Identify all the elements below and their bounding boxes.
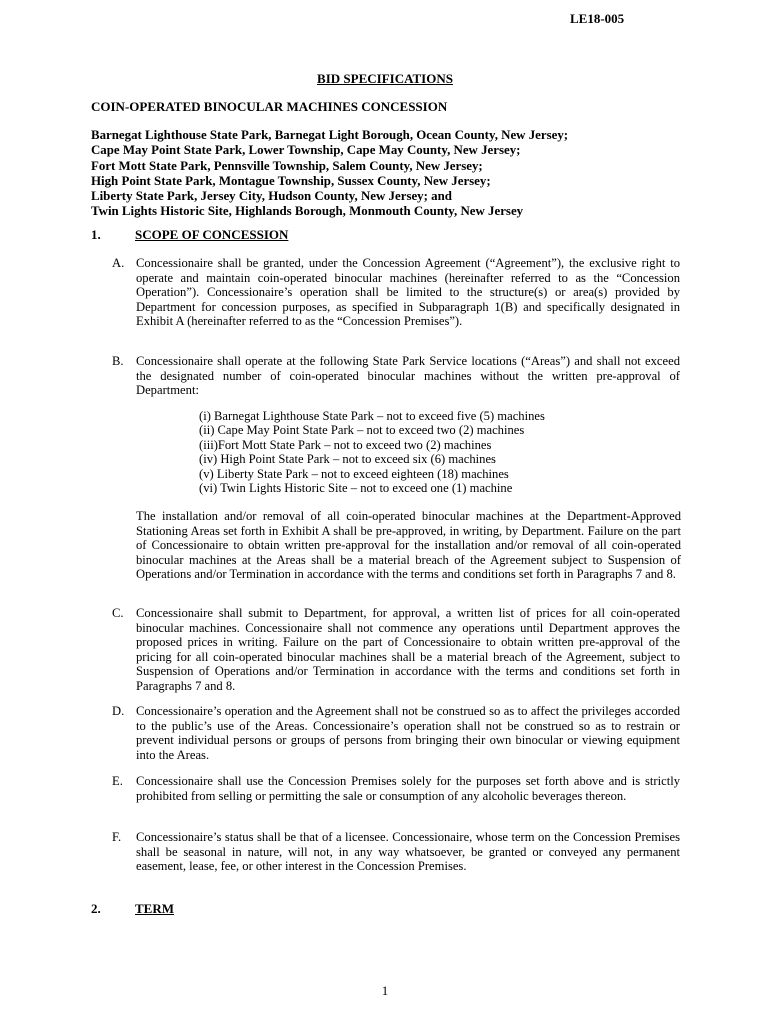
paragraph-letter: F. [112, 830, 122, 844]
location-line: Fort Mott State Park, Pennsville Township, Salem County, New Jersey; [91, 158, 483, 173]
document-id: LE18-005 [570, 11, 625, 26]
paragraph-letter: C. [112, 606, 124, 620]
section-number: 1. [91, 227, 101, 242]
section-title: TERM [135, 901, 174, 916]
list-item: (v) Liberty State Park – not to exceed eighteen (18) machines [199, 466, 509, 481]
section-number: 2. [91, 901, 101, 916]
document-subtitle: COIN-OPERATED BINOCULAR MACHINES CONCESSION [91, 99, 448, 114]
paragraph-text: Concessionaire shall operate at the following State Park Service locations (“Areas”) and shall not exceed the designated number of coin-operated binocular machines without the written pre-approval of Department: [136, 354, 680, 398]
paragraph-text: Concessionaire shall submit to Department, for approval, a written list of prices for all coin-operated binocular machines. Concessionaire shall not commence any operations until Department approves the proposed prices in writing. Failure on the part of Concessionaire to obtain written pre-approval of the pricing for all coin-operated binocular machines shall be a material breach of the Agreement, subject to Suspension of Operations and/or Termination in accordance with the terms and conditions set forth in Paragraphs 7 and 8. [136, 606, 680, 693]
paragraph-letter: D. [112, 704, 125, 718]
paragraph-d [112, 704, 680, 762]
section-1-heading [91, 228, 288, 243]
paragraph-letter: B. [112, 354, 124, 368]
installation-paragraph: The installation and/or removal of all coin-operated binocular machines at the Department-Approved Stationing Areas set forth in Exhibit A shall be pre-approved, in writing, by Department. Failure on the part of Concessionaire to obtain written pre-approval for the installation and/or removal of all coin-operated binocular machines at the Areas shall be a material breach of the Agreement subject to Suspension of Operations and/or Termination in accordance with the terms and conditions set forth in Paragraphs 7 and 8. [136, 509, 681, 582]
list-item: (iii)Fort Mott State Park – not to exceed two (2) machines [199, 437, 492, 452]
document-title: BID SPECIFICATIONS [317, 71, 453, 86]
location-line: Barnegat Lighthouse State Park, Barnegat Light Borough, Ocean County, New Jersey; [91, 128, 569, 142]
location-line: Cape May Point State Park, Lower Township, Cape May County, New Jersey; [91, 143, 521, 158]
location-line: Liberty State Park, Jersey City, Hudson County, New Jersey; and [91, 189, 452, 204]
paragraph-e [112, 774, 680, 803]
location-line: Twin Lights Historic Site, Highlands Borough, Monmouth County, New Jersey [91, 204, 524, 219]
list-item: (iv) High Point State Park – not to exceed six (6) machines [199, 452, 496, 467]
paragraph-a [112, 256, 680, 329]
list-item: (vi) Twin Lights Historic Site – not to exceed one (1) machine [199, 481, 513, 496]
paragraph-text: Concessionaire shall use the Concession Premises solely for the purposes set forth above and is strictly prohibited from selling or permitting the sale or consumption of any alcoholic beverages thereon. [136, 774, 680, 803]
section-2-heading [91, 902, 174, 917]
paragraph-text: Concessionaire’s status shall be that of a licensee. Concessionaire, whose term on the Concession Premises shall be seasonal in nature, will not, in any way whatsoever, be granted or conveyed any permanent easement, lease, fee, or other interest in the Concession Premises. [136, 830, 680, 874]
paragraph-c [112, 606, 680, 694]
paragraph-text: Concessionaire shall be granted, under the Concession Agreement (“Agreement”), the exclusive right to operate and maintain coin-operated binocular machines (hereinafter referred to as the “Concession Operation”). Concessionaire’s operation shall be limited to the structure(s) or area(s) provided by Department for concession purposes, as specified in Subparagraph 1(B) and specifically designated in Exhibit A (hereinafter referred to as the “Concession Premises”). [136, 256, 680, 329]
paragraph-letter: A. [112, 256, 125, 270]
section-title: SCOPE OF CONCESSION [135, 227, 289, 242]
location-list [91, 128, 568, 220]
location-line: High Point State Park, Montague Township, Sussex County, New Jersey; [91, 173, 491, 188]
machine-limit-list [199, 409, 545, 495]
list-item: (ii) Cape May Point State Park – not to exceed two (2) machines [199, 423, 525, 438]
paragraph-text: Concessionaire’s operation and the Agreement shall not be construed so as to affect the privileges accorded to the public’s use of the Areas. Concessionaire’s operation shall not be construed so as to restrain or prevent individual persons or groups of persons from bringing their own binocular or viewing equipment into the Areas. [136, 704, 680, 762]
paragraph-f [112, 830, 680, 874]
paragraph-letter: E. [112, 774, 123, 788]
page-number: 1 [381, 983, 389, 998]
list-item: (i) Barnegat Lighthouse State Park – not to exceed five (5) machines [199, 409, 545, 423]
paragraph-b [112, 354, 680, 398]
